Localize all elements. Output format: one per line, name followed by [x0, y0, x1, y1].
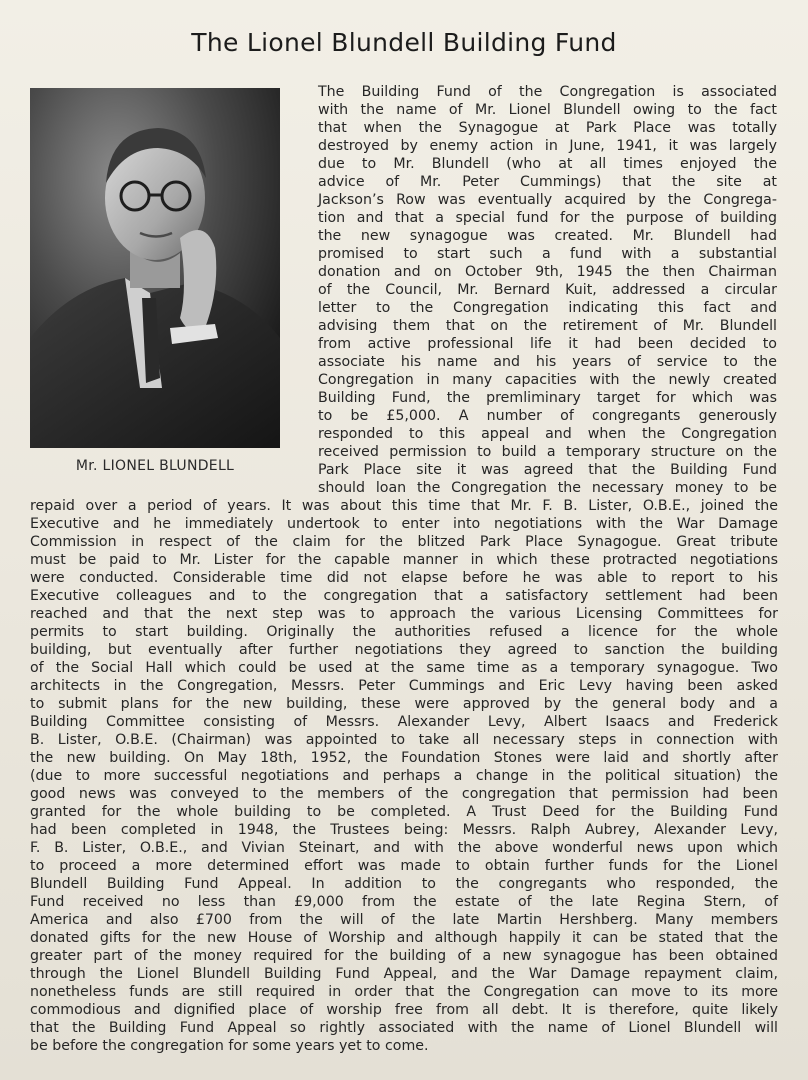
text-line: promised to start such a fund with a substantial — [318, 246, 777, 262]
text-line: from active professional life it had been decided to — [318, 336, 777, 352]
text-line: to be £5,000. A number of congregants generously — [318, 408, 777, 424]
text-line: of the Social Hall which could be used at the same time as a temporary synagogue. Two — [30, 660, 778, 676]
text-line: Building Fund, the premliminary target for which was — [318, 390, 777, 406]
text-line: should loan the Congregation the necessary money to be — [318, 480, 777, 496]
text-line: good news was conveyed to the members of the congregation that permission had been — [30, 786, 778, 802]
text-line: Park Place site it was agreed that the Building Fund — [318, 462, 777, 478]
text-line: with the name of Mr. Lionel Blundell owing to the fact — [318, 102, 777, 118]
portrait-illustration — [30, 88, 280, 448]
text-line: greater part of the money required for the building of a new synagogue has been obtained — [30, 948, 778, 964]
text-line: The Building Fund of the Congregation is associated — [318, 84, 777, 100]
text-line: tion and that a special fund for the purpose of building — [318, 210, 777, 226]
text-line: to submit plans for the new building, these were approved by the general body and a — [30, 696, 778, 712]
text-line: received permission to build a temporary structure on the — [318, 444, 777, 460]
text-line: to proceed a more determined effort was made to obtain further funds for the Lionel — [30, 858, 778, 874]
text-line: Fund received no less than £9,000 from the estate of the late Regina Stern, of — [30, 894, 778, 910]
text-line: due to Mr. Blundell (who at all times enjoyed the — [318, 156, 777, 172]
text-line: Building Committee consisting of Messrs. Alexander Levy, Albert Isaacs and Frederick — [30, 714, 778, 730]
text-line: Jackson’s Row was eventually acquired by the Congrega- — [318, 192, 777, 208]
text-line: architects in the Congregation, Messrs. Peter Cummings and Eric Levy having been asked — [30, 678, 778, 694]
text-line: associate his name and his years of service to the — [318, 354, 777, 370]
text-line: reached and that the next step was to approach the various Licensing Committees for — [30, 606, 778, 622]
text-line: that when the Synagogue at Park Place was totally — [318, 120, 777, 136]
text-line: of the Council, Mr. Bernard Kuit, addressed a circular — [318, 282, 777, 298]
text-line: permits to start building. Originally the authorities refused a licence for the whole — [30, 624, 778, 640]
text-line: the new synagogue was created. Mr. Blundell had — [318, 228, 777, 244]
text-line: America and also £700 from the will of the late Martin Hershberg. Many members — [30, 912, 778, 928]
text-line: that the Building Fund Appeal so rightly associated with the name of Lionel Blundell will — [30, 1020, 778, 1036]
text-line: advice of Mr. Peter Cummings) that the site at — [318, 174, 777, 190]
text-line: Executive colleagues and to the congregation that a satisfactory settlement had been — [30, 588, 778, 604]
text-line: letter to the Congregation indicating this fact and — [318, 300, 777, 316]
text-line: F. B. Lister, O.B.E., and Vivian Steinart, and with the above wonderful news upon which — [30, 840, 778, 856]
text-line: be before the congregation for some years yet to come. — [30, 1038, 429, 1054]
text-line: nonetheless funds are still required in order that the Congregation can move to its more — [30, 984, 778, 1000]
text-line: were conducted. Considerable time did not elapse before he was able to report to his — [30, 570, 778, 586]
text-line: repaid over a period of years. It was about this time that Mr. F. B. Lister, O.B.E., joined the — [30, 498, 778, 514]
text-line: building, but eventually after further negotiations they agreed to sanction the building — [30, 642, 778, 658]
text-line: granted for the whole building to be completed. A Trust Deed for the Building Fund — [30, 804, 778, 820]
text-line: destroyed by enemy action in June, 1941, it was largely — [318, 138, 777, 154]
text-line: donated gifts for the new House of Worship and although happily it can be stated that the — [30, 930, 778, 946]
text-line: advising them that on the retirement of Mr. Blundell — [318, 318, 777, 334]
text-line: Blundell Building Fund Appeal. In addition to the congregants who responded, the — [30, 876, 778, 892]
text-line: B. Lister, O.B.E. (Chairman) was appointed to take all necessary steps in connection with — [30, 732, 778, 748]
text-line: must be paid to Mr. Lister for the capable manner in which these protracted negotiations — [30, 552, 778, 568]
portrait-photo — [30, 88, 280, 448]
photo-caption: Mr. LIONEL BLUNDELL — [75, 458, 235, 474]
text-line: commodious and dignified place of worship free from all debt. It is therefore, quite likely — [30, 1002, 778, 1018]
page-title: The Lionel Blundell Building Fund — [191, 28, 617, 57]
text-line: Congregation in many capacities with the newly created — [318, 372, 777, 388]
text-line: donation and on October 9th, 1945 the then Chairman — [318, 264, 777, 280]
text-line: the new building. On May 18th, 1952, the Foundation Stones were laid and shortly after — [30, 750, 778, 766]
text-line: had been completed in 1948, the Trustees being: Messrs. Ralph Aubrey, Alexander Levy, — [30, 822, 778, 838]
text-line: responded to this appeal and when the Congregation — [318, 426, 777, 442]
text-line: Executive and he immediately undertook to enter into negotiations with the War Damage — [30, 516, 778, 532]
text-line: through the Lionel Blundell Building Fund Appeal, and the War Damage repayment claim, — [30, 966, 778, 982]
text-line: (due to more successful negotiations and perhaps a change in the political situation) the — [30, 768, 778, 784]
text-line: Commission in respect of the claim for the blitzed Park Place Synagogue. Great tribute — [30, 534, 778, 550]
